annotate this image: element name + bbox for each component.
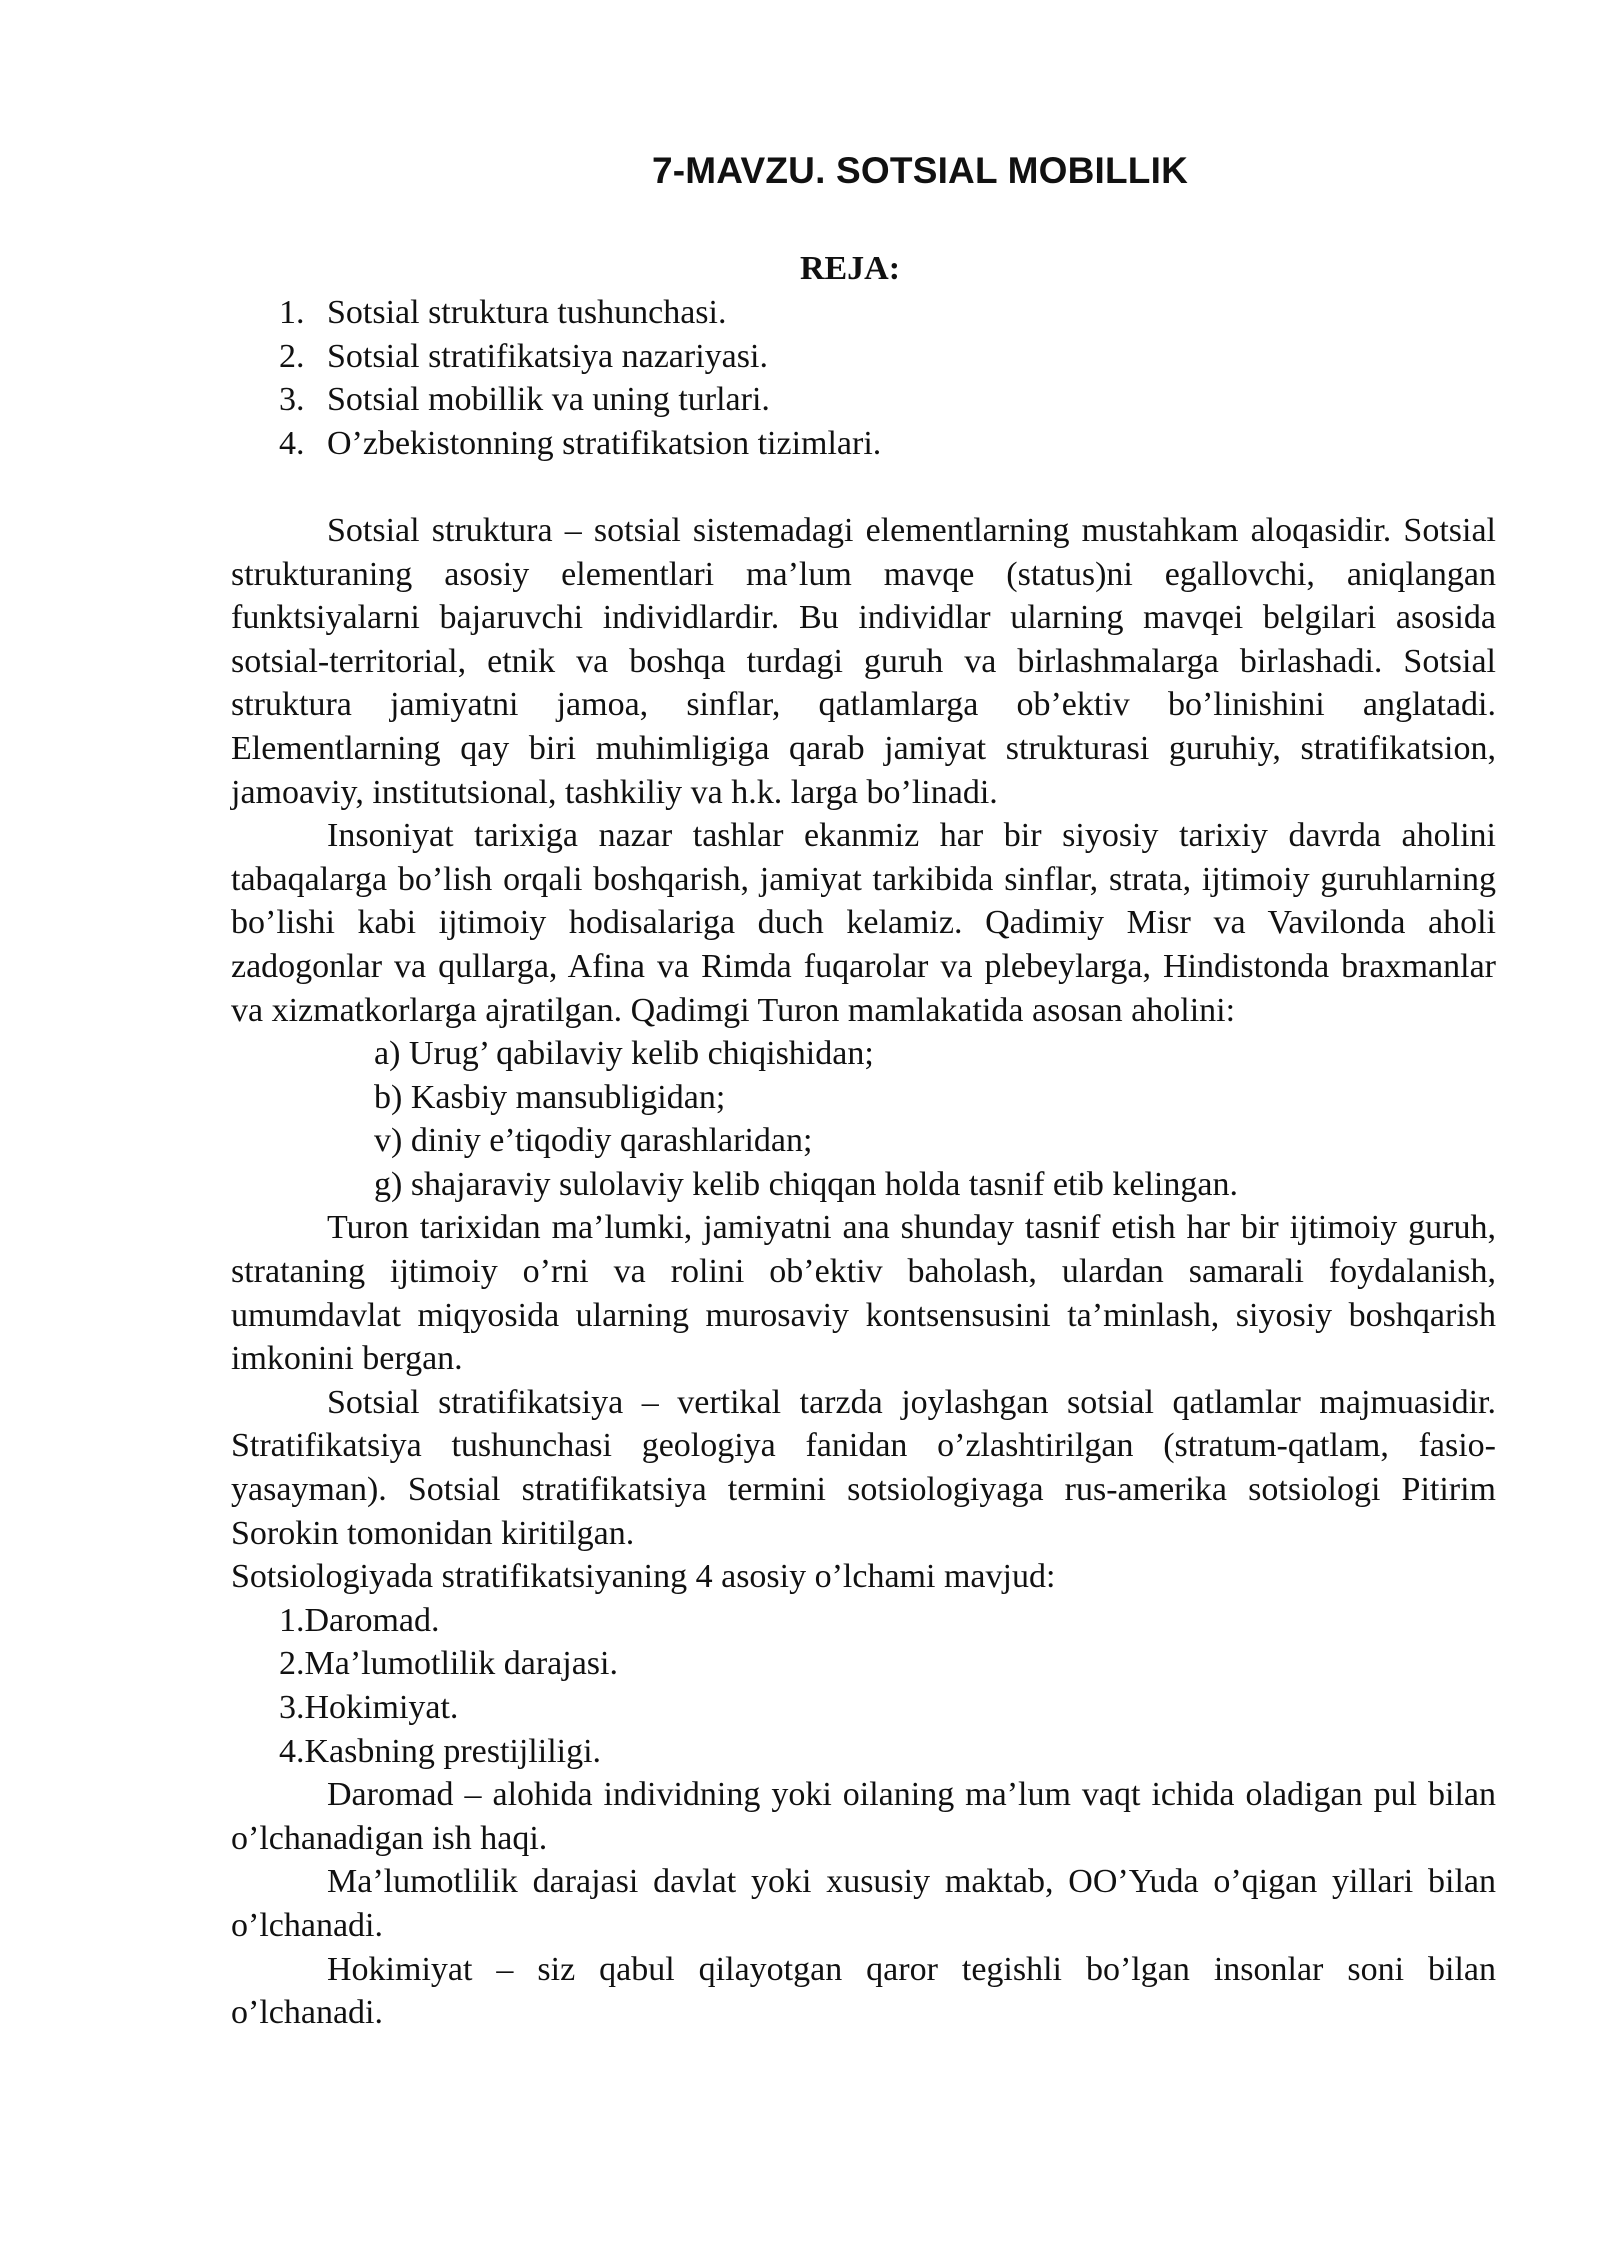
list-item: 3.Hokimiyat.: [279, 1689, 459, 1726]
plan-item: 4. O’zbekistonning stratifikatsion tizimlari.: [279, 424, 882, 462]
paragraph-stratification: Sotsial stratifikatsiya – vertikal tarzda joylashgan sotsial qatlamlar majmuasidir. Stratifikatsiya tushunchasi geologiya fanidan o’zlashtirilgan (stratum-qatlam, fasio-yasayman). Sotsial stratifikatsiya termini sotsiologiyaga rus-amerika sotsiologi Pitirim Sorokin tomonidan kiritilgan.: [231, 1383, 1496, 1552]
list-item: 2.Ma’lumotlilik darajasi.: [279, 1645, 618, 1683]
document-body: [231, 291, 1496, 2035]
plan-item: 3. Sotsial mobillik va uning turlari.: [279, 381, 770, 419]
dimensions-list: [231, 1599, 1496, 1773]
paragraph-turon: Turon tarixidan ma’lumki, jamiyatni ana shunday tasnif etish har bir ijtimoiy guruh, strataning ijtimoiy o’rni va rolini ob’ektiv baholash, ulardan samarali foydalanish, umumdavlat miqyosida ularning murosaviy kontsensusini ta’minlash, siyosiy boshqarish imkonini bergan.: [231, 1209, 1496, 1378]
paragraph-history: Insoniyat tarixiga nazar tashlar ekanmiz har bir siyosiy tarixiy davrda aholini tabaqalarga bo’lish orqali boshqarish, jamiyat tarkibida sinflar, strata, ijtimoiy guruhlarning bo’lishi kabi ijtimoiy hodisalariga duch kelamiz. Qadimiy Misr va Vavilonda aholi zadogonlar va qullarga, Afina va Rimda fuqarolar va plebeylarga, Hindistonda braxmanlar va xizmatkorlarga ajratilgan. Qadimgi Turon mamlakatida asosan aholini:: [231, 817, 1496, 1029]
spacer: [231, 465, 1496, 509]
paragraph-education: Ma’lumotlilik darajasi davlat yoki xususiy maktab, OO’Yuda o’qigan yillari bilan o’lchanadi.: [231, 1863, 1496, 1944]
paragraph-dimensions-intro: Sotsiologiyada stratifikatsiyaning 4 asosiy o’lchami mavjud:: [231, 1558, 1056, 1596]
plan-item: 2. Sotsial stratifikatsiya nazariyasi.: [279, 337, 768, 375]
paragraph-income: Daromad – alohida individning yoki oilaning ma’lum vaqt ichida oladigan pul bilan o’lchanadigan ish haqi.: [231, 1776, 1496, 1857]
list-item: a) Urug’ qabilaviy kelib chiqishidan;: [374, 1035, 874, 1073]
plan-item: 1. Sotsial struktura tushunchasi.: [279, 294, 727, 331]
list-item: v) diniy e’tiqodiy qarashlaridan;: [374, 1122, 813, 1160]
paragraph-social-structure: Sotsial struktura – sotsial sistemadagi elementlarning mustahkam aloqasidir. Sotsial strukturaning asosiy elementlari ma’lum mavqe (status)ni egallovchi, aniqlangan funktsiyalarni bajaruvchi individlardir. Bu individlar ularning mavqei belgilari asosida sotsial-territorial, etnik va boshqa turdagi guruh va birlashmalarga birlashadi. Sotsial struktura jamiyatni jamoa, sinflar, qatlamlarga ob’ektiv bo’linishini anglatadi. Elementlarning qay biri muhimligiga qarab jamiyat strukturasi guruhiy, stratifikatsion, jamoaviy, institutsional, tashkiliy va h.k. larga bo’linadi.: [231, 511, 1496, 811]
plan-list: [231, 291, 1496, 465]
document-title: 7-MAVZU. SOTSIAL MOBILLIK: [651, 150, 1188, 191]
list-item: 1.Daromad.: [279, 1601, 440, 1639]
paragraph-power: Hokimiyat – siz qabul qilayotgan qaror tegishli bo’lgan insonlar soni bilan o’lchanadi.: [231, 1950, 1496, 2032]
list-item: b) Kasbiy mansubligidan;: [374, 1078, 726, 1116]
plan-heading: REJA:: [799, 250, 901, 287]
classification-list: [231, 1032, 1496, 1206]
list-item: 4.Kasbning prestijliligi.: [279, 1732, 602, 1770]
list-item: g) shajaraviy sulolaviy kelib chiqqan holda tasnif etib kelingan.: [374, 1165, 1238, 1203]
